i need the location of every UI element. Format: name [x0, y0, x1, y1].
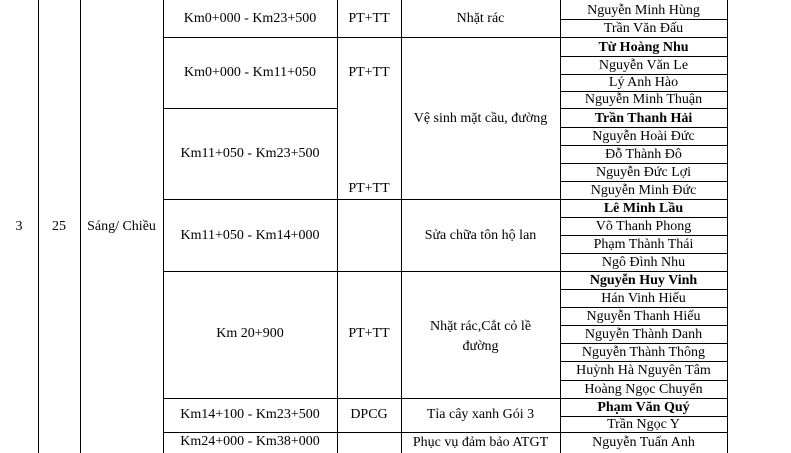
task-cell: Sửa chữa tôn hộ lan [424, 228, 537, 243]
staff-name: Nguyễn Thanh Hiếu [586, 309, 701, 324]
grid-line [560, 181, 727, 182]
staff-name: Trần Ngọc Y [607, 417, 680, 432]
grid-line [163, 199, 560, 200]
staff-name: Nguyễn Minh Thuận [584, 92, 703, 107]
grid-line [163, 398, 560, 399]
method-cell: PT+TT [348, 65, 390, 80]
staff-name: Nguyễn Hoài Đức [592, 129, 695, 144]
segment-cell: Km11+050 - Km23+500 [180, 146, 320, 161]
staff-name-lead: Phạm Văn Quý [597, 400, 690, 415]
grid-line [560, 108, 727, 109]
staff-name: Huỳnh Hà Nguyên Tâm [576, 363, 711, 378]
segment-cell: Km 20+900 [216, 326, 284, 341]
segment-cell: Km24+000 - Km38+000 [180, 434, 320, 449]
grid-line [560, 37, 727, 38]
staff-name: Võ Thanh Phong [595, 219, 692, 234]
staff-name-lead: Nguyễn Huy Vinh [589, 273, 698, 288]
stt-cell: 3 [15, 219, 23, 234]
segment-cell: Km0+000 - Km11+050 [184, 65, 316, 80]
grid-line [401, 37, 560, 38]
segment-cell: Km0+000 - Km23+500 [183, 11, 317, 26]
grid-line [560, 398, 727, 399]
staff-name: Nguyễn Thành Danh [584, 327, 703, 342]
task-cell: Vệ sinh mặt cầu, đường [413, 111, 548, 126]
grid-line [163, 37, 401, 38]
segment-cell: Km14+100 - Km23+500 [180, 407, 320, 422]
grid-line [560, 271, 727, 272]
staff-name: Lý Anh Hào [608, 75, 679, 90]
staff-name: Nguyễn Minh Đức [590, 183, 697, 198]
staff-name: Nguyễn Văn Le [598, 58, 689, 73]
grid-line [560, 199, 727, 200]
staff-name: Ngô Đình Nhu [601, 255, 686, 270]
grid-line [560, 361, 727, 362]
staff-name-lead: Trần Thanh Hải [594, 111, 693, 126]
staff-name: Nguyễn Tuấn Anh [592, 435, 695, 450]
staff-name: Nguyễn Minh Hùng [587, 3, 700, 18]
grid-line [163, 108, 337, 109]
method-cell: PT+TT [348, 326, 390, 341]
staff-name-lead: Lê Minh Lầu [603, 201, 684, 216]
grid-line [163, 271, 560, 272]
method-cell: DPCG [350, 407, 388, 422]
task-cell: Nhặt rác,Cắt cỏ lề đường [429, 319, 532, 354]
grid-line [560, 235, 727, 236]
grid-line [560, 380, 727, 381]
grid-line [727, 0, 728, 453]
staff-name: Nguyễn Đức Lợi [595, 165, 692, 180]
grid-line [560, 19, 727, 20]
grid-line [560, 343, 727, 344]
grid-line [560, 289, 727, 290]
grid-line [401, 0, 402, 453]
grid-line [560, 217, 727, 218]
day-cell: 25 [52, 219, 66, 234]
grid-line [560, 325, 727, 326]
task-cell: Nhặt rác [456, 11, 505, 26]
grid-line [560, 253, 727, 254]
task-cell: Tỉa cây xanh Gói 3 [426, 407, 535, 422]
staff-name: Phạm Thành Thái [593, 237, 694, 252]
task-cell: Phục vụ đảm bảo ATGT [412, 435, 549, 450]
grid-line [163, 432, 560, 433]
staff-name: Nguyễn Thành Thông [581, 345, 706, 360]
staff-name: Hán Vinh Hiếu [601, 291, 686, 306]
grid-line [560, 127, 727, 128]
staff-name: Hoàng Ngọc Chuyển [584, 382, 703, 397]
grid-line [560, 163, 727, 164]
session-cell: Sáng/ Chiều [87, 219, 156, 234]
grid-line [560, 145, 727, 146]
staff-name: Trần Văn Đấu [603, 21, 684, 36]
staff-name-lead: Từ Hoàng Nhu [598, 40, 689, 55]
grid-line [560, 307, 727, 308]
method-cell: PT+TT [348, 181, 390, 196]
method-cell: PT+TT [348, 11, 390, 26]
segment-cell: Km11+050 - Km14+000 [180, 228, 320, 243]
grid-line [560, 56, 727, 57]
staff-name: Đỗ Thành Đô [605, 147, 682, 162]
